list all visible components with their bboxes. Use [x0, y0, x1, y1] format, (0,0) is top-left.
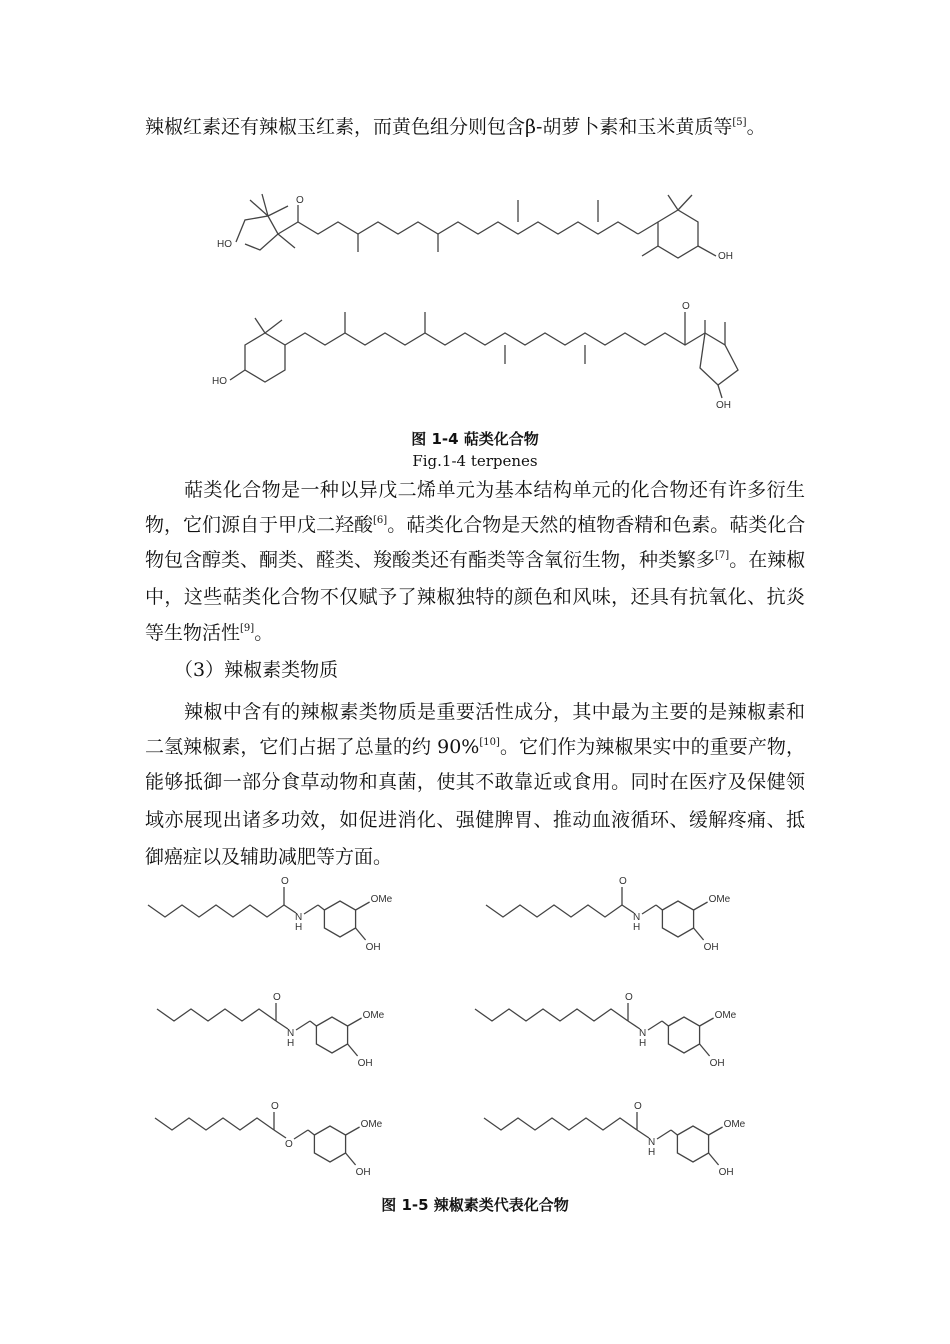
- svg-text:O: O: [273, 992, 281, 1003]
- paragraph-line: 二氢辣椒素，它们占据了总量的约 90%[10]。它们作为辣椒果实中的重要产物，: [145, 736, 805, 758]
- figure-caption: 图 1-5 辣椒素类代表化合物: [381, 1196, 569, 1214]
- paragraph-line: 中，这些萜类化合物不仅赋予了辣椒独特的颜色和风味，还具有抗氧化、抗炎: [145, 586, 805, 608]
- svg-text:OMe: OMe: [362, 1010, 385, 1021]
- svg-text:OMe: OMe: [360, 1119, 383, 1130]
- paragraph-line: 等生物活性[9]。: [145, 622, 274, 644]
- svg-text:OMe: OMe: [723, 1119, 746, 1130]
- svg-text:OMe: OMe: [714, 1010, 737, 1021]
- paragraph-line: 物包含醇类、酮类、醛类、羧酸类还有酯类等含氧衍生物，种类繁多[7]。在辣椒: [145, 549, 806, 571]
- svg-text:N: N: [287, 1028, 295, 1039]
- svg-text:H: H: [639, 1038, 647, 1049]
- svg-text:OH: OH: [357, 1058, 373, 1069]
- svg-text:O: O: [625, 992, 633, 1003]
- svg-text:OH: OH: [355, 1167, 371, 1178]
- svg-text:OH: OH: [718, 1167, 734, 1178]
- svg-text:O: O: [619, 876, 627, 887]
- svg-text:HO: HO: [217, 239, 232, 250]
- paragraph-line: 能够抵御一部分食草动物和真菌，使其不敢靠近或食用。同时在医疗及保健领: [145, 771, 805, 793]
- svg-text:H: H: [648, 1147, 656, 1158]
- svg-text:OMe: OMe: [708, 894, 731, 905]
- figure-caption-en: Fig.1-4 terpenes: [412, 452, 538, 470]
- svg-text:OMe: OMe: [370, 894, 393, 905]
- paragraph-line: 辣椒红素还有辣椒玉红素，而黄色组分则包含β-胡萝卜素和玉米黄质等[5]。: [145, 116, 766, 138]
- svg-text:O: O: [271, 1101, 279, 1112]
- paragraph-line: 御癌症以及辅助减肥等方面。: [145, 846, 393, 868]
- svg-text:H: H: [295, 922, 303, 933]
- svg-text:O: O: [682, 301, 690, 312]
- svg-text:N: N: [648, 1137, 656, 1148]
- paragraph-line: 辣椒中含有的辣椒素类物质是重要活性成分，其中最为主要的是辣椒素和: [184, 701, 805, 723]
- svg-text:OH: OH: [716, 400, 731, 411]
- svg-text:O: O: [296, 195, 304, 206]
- svg-text:OH: OH: [718, 251, 733, 262]
- svg-text:H: H: [287, 1038, 295, 1049]
- paragraph-line: 物，它们源自于甲戊二羟酸[6]。萜类化合物是天然的植物香精和色素。萜类化合: [145, 514, 806, 536]
- svg-text:OH: OH: [709, 1058, 725, 1069]
- paragraph-line: 萜类化合物是一种以异戊二烯单元为基本结构单元的化合物还有许多衍生: [184, 479, 805, 501]
- paragraph-line: 域亦展现出诸多功效，如促进消化、强健脾胃、推动血液循环、缓解疼痛、抵: [145, 809, 805, 831]
- svg-text:OH: OH: [365, 942, 381, 953]
- svg-text:O: O: [634, 1101, 642, 1112]
- svg-text:OH: OH: [703, 942, 719, 953]
- svg-text:O: O: [285, 1139, 293, 1150]
- svg-text:H: H: [633, 922, 641, 933]
- svg-text:N: N: [633, 912, 641, 923]
- svg-text:HO: HO: [212, 376, 227, 387]
- section-heading: （3）辣椒素类物质: [174, 659, 339, 681]
- figure-caption: 图 1-4 萜类化合物: [411, 430, 539, 448]
- svg-text:N: N: [639, 1028, 647, 1039]
- svg-text:O: O: [281, 876, 289, 887]
- svg-text:N: N: [295, 912, 303, 923]
